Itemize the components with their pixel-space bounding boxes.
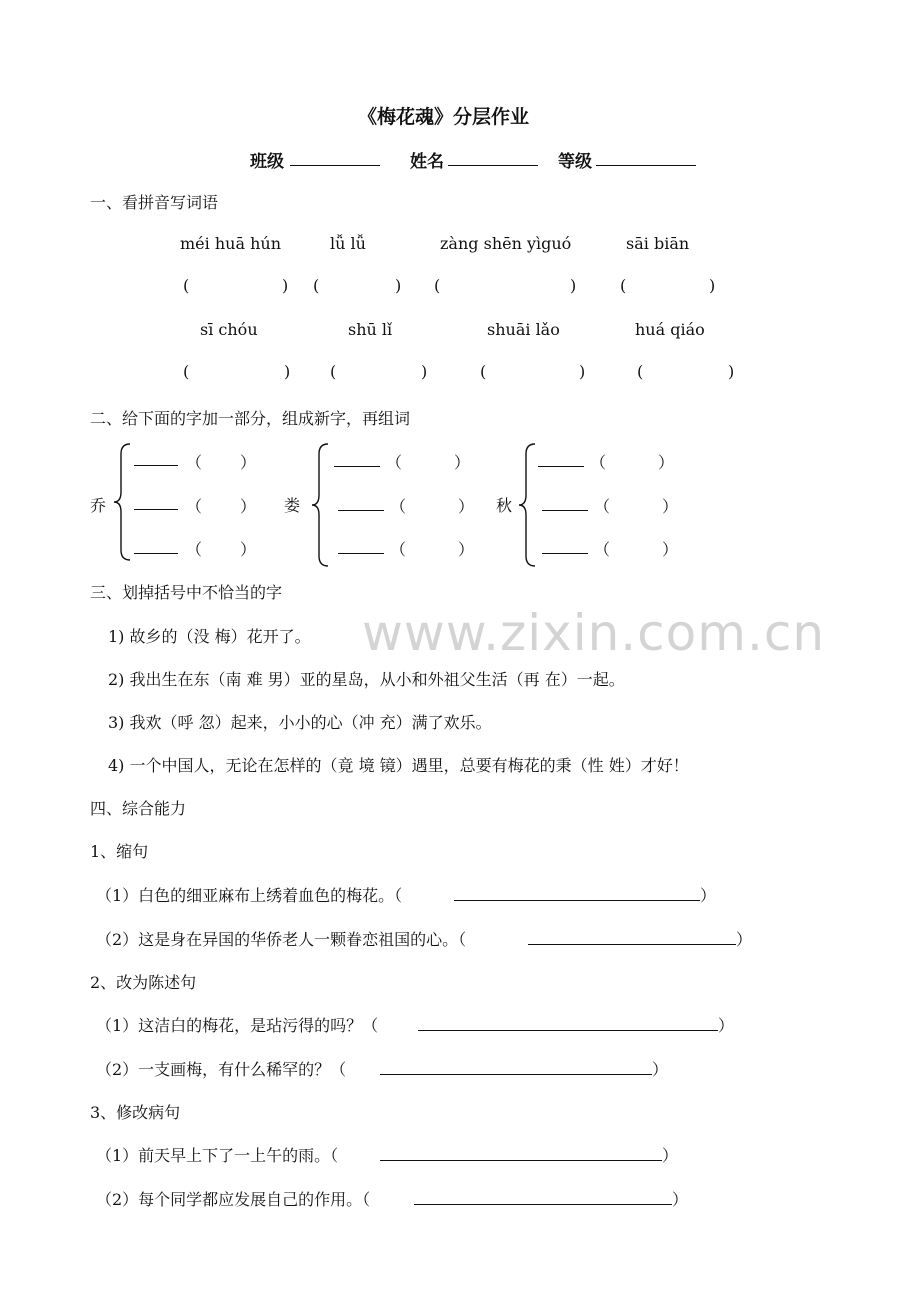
sub1-heading: 1、缩句 xyxy=(90,842,149,861)
answer-line[interactable] xyxy=(380,1160,662,1161)
base-char: 娄 xyxy=(284,496,301,515)
section4-heading: 四、综合能力 xyxy=(90,799,187,818)
answer-line[interactable] xyxy=(528,944,736,945)
answer-paren-close: ) xyxy=(570,276,577,295)
question-item: 3) 我欢（呼 忽）起来，小小的心（冲 充）满了欢乐。 xyxy=(108,713,492,732)
question-item: 2) 我出生在东（南 难 男）亚的星岛，从小和外祖父生活（再 在）一起。 xyxy=(108,670,625,689)
pinyin: huá qiáo xyxy=(635,320,705,339)
question-item: （1）这洁白的梅花，是玷污得的吗？（ xyxy=(96,1016,379,1035)
answer-paren-open: ( xyxy=(183,362,190,381)
class-label: 班级 xyxy=(250,152,284,172)
answer-line[interactable] xyxy=(418,1030,718,1031)
answer-paren-open: ( xyxy=(330,362,337,381)
answer-paren-close: ) xyxy=(709,276,716,295)
word-paren-close: ） xyxy=(454,453,471,472)
base-char: 乔 xyxy=(90,496,107,515)
word-paren-open: （ xyxy=(390,540,407,559)
answer-paren-close: ） xyxy=(736,930,753,949)
answer-line[interactable] xyxy=(380,1074,652,1075)
section1-heading: 一、看拼音写词语 xyxy=(90,193,219,212)
pinyin: sāi biān xyxy=(626,234,690,253)
name-label: 姓名 xyxy=(410,152,444,172)
answer-paren-close: ) xyxy=(579,362,586,381)
word-paren-open: （ xyxy=(390,497,407,516)
pinyin: zàng shēn yìguó xyxy=(440,234,572,253)
answer-paren-open: ( xyxy=(313,276,320,295)
new-char-blank[interactable] xyxy=(134,553,178,554)
section2-heading: 二、给下面的字加一部分，组成新字，再组词 xyxy=(90,409,411,428)
pinyin: sī chóu xyxy=(200,320,258,339)
answer-paren-close: ） xyxy=(652,1060,669,1079)
pinyin: shuāi lǎo xyxy=(487,320,560,339)
new-char-blank[interactable] xyxy=(134,509,178,510)
class-field[interactable] xyxy=(290,165,380,166)
answer-paren-close: ） xyxy=(718,1016,735,1035)
question-item: 1) 故乡的（没 梅）花开了。 xyxy=(108,627,311,646)
left-brace-icon xyxy=(112,442,134,562)
base-char: 秋 xyxy=(496,496,513,515)
question-item: （1）白色的细亚麻布上绣着血色的梅花。（ xyxy=(96,886,403,905)
answer-paren-open: ( xyxy=(637,362,644,381)
answer-paren-close: ) xyxy=(284,362,291,381)
pinyin: shū lǐ xyxy=(348,320,393,339)
answer-paren-open: ( xyxy=(620,276,627,295)
answer-paren-close: ） xyxy=(662,1146,679,1165)
answer-line[interactable] xyxy=(454,900,700,901)
sub3-heading: 3、修改病句 xyxy=(90,1103,181,1122)
question-item: （2）这是身在异国的华侨老人一颗眷恋祖国的心。（ xyxy=(96,930,467,949)
question-item: （1）前天早上下了一上午的雨。（ xyxy=(96,1146,339,1165)
new-char-blank[interactable] xyxy=(338,510,384,511)
word-paren-close: ） xyxy=(658,453,675,472)
word-paren-open: （ xyxy=(386,453,403,472)
answer-paren-close: ) xyxy=(728,362,735,381)
section3-heading: 三、划掉括号中不恰当的字 xyxy=(90,583,283,602)
question-item: （2）每个同学都应发展自己的作用。（ xyxy=(96,1190,371,1209)
word-paren-open: （ xyxy=(594,497,611,516)
word-paren-open: （ xyxy=(594,540,611,559)
word-paren-close: ） xyxy=(458,497,475,516)
word-paren-open: （ xyxy=(186,497,203,516)
answer-paren-open: ( xyxy=(434,276,441,295)
question-item: （2）一支画梅，有什么稀罕的？（ xyxy=(96,1060,347,1079)
word-paren-open: （ xyxy=(186,453,203,472)
new-char-blank[interactable] xyxy=(334,466,380,467)
word-paren-open: （ xyxy=(590,453,607,472)
left-brace-icon xyxy=(310,442,332,568)
answer-paren-close: ) xyxy=(421,362,428,381)
word-paren-close: ） xyxy=(240,540,257,559)
answer-paren-close: ） xyxy=(672,1190,689,1209)
answer-paren-close: ） xyxy=(700,886,717,905)
new-char-blank[interactable] xyxy=(542,553,588,554)
page-title: 《梅花魂》分层作业 xyxy=(358,106,530,128)
new-char-blank[interactable] xyxy=(542,510,588,511)
new-char-blank[interactable] xyxy=(538,466,584,467)
word-paren-close: ） xyxy=(240,497,257,516)
left-brace-icon xyxy=(517,442,539,568)
question-item: 4) 一个中国人，无论在怎样的（竟 境 镜）遇里，总要有梅花的秉（性 姓）才好！ xyxy=(108,756,689,775)
grade-label: 等级 xyxy=(558,152,592,172)
word-paren-close: ） xyxy=(662,497,679,516)
grade-field[interactable] xyxy=(596,165,696,166)
answer-paren-close: ) xyxy=(395,276,402,295)
name-field[interactable] xyxy=(448,165,538,166)
new-char-blank[interactable] xyxy=(134,465,178,466)
answer-paren-open: ( xyxy=(183,276,190,295)
pinyin: lǚ lǚ xyxy=(330,234,366,253)
new-char-blank[interactable] xyxy=(338,553,384,554)
word-paren-open: （ xyxy=(186,540,203,559)
answer-line[interactable] xyxy=(414,1204,672,1205)
sub2-heading: 2、改为陈述句 xyxy=(90,973,197,992)
pinyin: méi huā hún xyxy=(180,234,281,253)
word-paren-close: ） xyxy=(662,540,679,559)
word-paren-close: ） xyxy=(240,453,257,472)
answer-paren-open: ( xyxy=(480,362,487,381)
watermark-text: www.zixin.com.cn xyxy=(362,604,826,662)
word-paren-close: ） xyxy=(458,540,475,559)
answer-paren-close: ) xyxy=(282,276,289,295)
